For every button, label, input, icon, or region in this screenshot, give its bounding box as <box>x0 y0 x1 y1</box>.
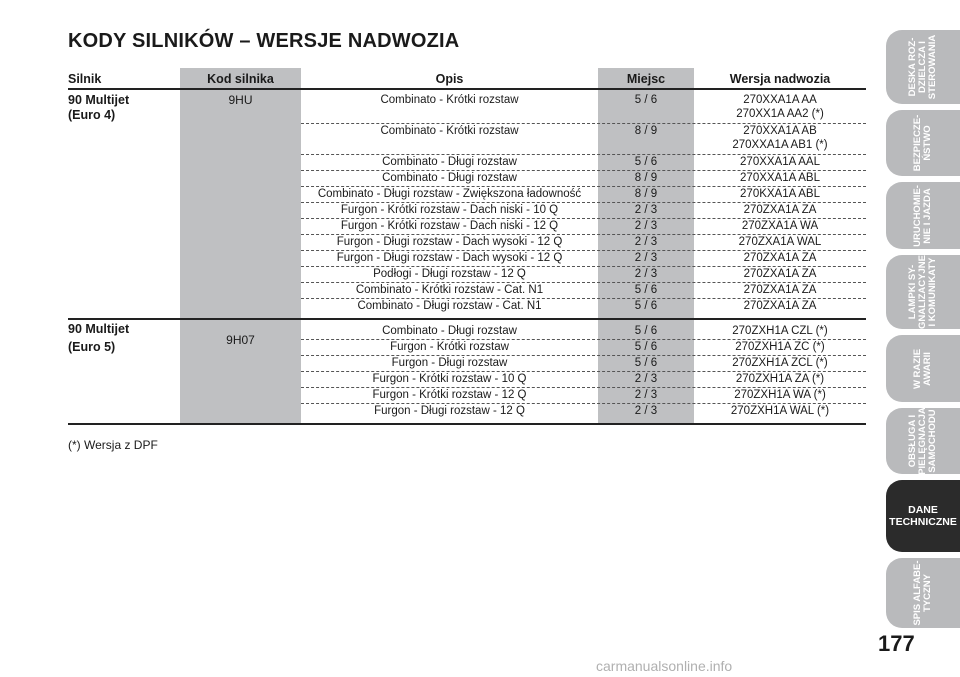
header-miejsc: Miejsc <box>626 72 666 86</box>
wersja-cell: 270XXA1A ABL <box>740 172 820 184</box>
tab-label-line: STEROWANIA <box>927 34 938 100</box>
group-rule <box>68 423 866 425</box>
tab-label-line: TECHNICZNE <box>889 516 957 528</box>
watermark: carmanualsonline.info <box>596 658 733 674</box>
tab-label-line: SAMOCHODU <box>927 409 938 473</box>
row-divider <box>301 403 866 404</box>
tab-label-line: ŃSTWO <box>922 125 933 161</box>
wersja-cell: 270ZXA1A ZA <box>743 252 817 264</box>
row-divider <box>301 218 866 219</box>
tab-label-line: LAMPKI SY- <box>907 264 918 320</box>
chapter-tab-label <box>908 407 938 475</box>
page-number: 177 <box>878 631 915 656</box>
chapter-tab-label <box>889 504 957 528</box>
row-divider <box>301 387 866 388</box>
miejsc-cell: 8 / 9 <box>634 172 658 184</box>
wersja-cell: 270XXA1A AB <box>743 125 817 137</box>
opis-cell: Combinato - Długi rozstaw <box>382 156 517 168</box>
opis-cell: Furgon - Długi rozstaw - Dach wysoki - 12 Q <box>336 236 563 248</box>
kod-column-shade <box>180 68 301 423</box>
wersja-cell: 270ZXA1A WAL <box>738 236 822 248</box>
opis-cell: Furgon - Krótki rozstaw - Dach niski - 10 Q <box>340 204 559 216</box>
opis-cell: Combinato - Długi rozstaw - Cat. N1 <box>357 300 542 312</box>
group-rule <box>68 318 866 320</box>
tab-label-line: NIE I JAZDA <box>922 187 933 244</box>
miejsc-cell: 8 / 9 <box>634 188 658 200</box>
silnik-label: 90 Multijet <box>68 322 130 336</box>
wersja-cell: 270ZXH1A WA (*) <box>734 389 826 401</box>
chapter-tab-label <box>908 35 938 99</box>
row-divider <box>301 298 866 299</box>
miejsc-cell: 2 / 3 <box>634 268 658 280</box>
chapter-tab-1[interactable] <box>886 30 960 104</box>
row-divider <box>301 123 866 124</box>
tab-label-line: TYCZNY <box>922 574 933 613</box>
wersja-cell: 270XXA1A AAL <box>740 156 820 168</box>
opis-cell: Furgon - Długi rozstaw <box>391 357 508 369</box>
silnik-label: 90 Multijet <box>68 93 130 107</box>
header-rule <box>68 88 866 90</box>
tab-label-line: DANE <box>908 504 938 516</box>
opis-cell: Combinato - Długi rozstaw - Zwiększona ładowność <box>317 188 582 200</box>
tab-label-line: OBSŁUGA I <box>907 414 918 468</box>
opis-cell: Combinato - Długi rozstaw <box>382 325 517 337</box>
header-silnik: Silnik <box>68 72 102 86</box>
chapter-tab-3[interactable] <box>886 182 960 249</box>
tab-label-line: DESKA ROZ- <box>907 37 918 97</box>
miejsc-cell: 2 / 3 <box>634 389 658 401</box>
tab-label-line: AWARII <box>922 351 933 386</box>
miejsc-cell: 2 / 3 <box>634 236 658 248</box>
miejsc-cell: 2 / 3 <box>634 204 658 216</box>
opis-cell: Combinato - Krótki rozstaw <box>380 125 519 137</box>
wersja-cell: 270XXA1A AB1 (*) <box>732 139 828 151</box>
opis-cell: Furgon - Długi rozstaw - 12 Q <box>374 405 525 417</box>
wersja-cell: 270ZXH1A ZC (*) <box>735 341 825 353</box>
kod-cell: 9H07 <box>226 333 255 347</box>
wersja-cell: 270ZXH1A WAL (*) <box>730 405 830 417</box>
chapter-tab-label <box>913 560 933 625</box>
wersja-cell: 270ZXA1A ZA <box>743 268 817 280</box>
silnik-label: (Euro 4) <box>68 108 116 122</box>
miejsc-cell: 5 / 6 <box>634 357 658 369</box>
chapter-tab-5[interactable] <box>886 335 960 402</box>
tab-label-line: URUCHOMIE- <box>912 184 923 247</box>
row-divider <box>301 339 866 340</box>
opis-cell: Furgon - Krótki rozstaw <box>390 341 509 353</box>
tab-label-line: BEZPIECZE- <box>912 114 923 172</box>
chapter-tab-label <box>913 115 933 171</box>
opis-cell: Furgon - Krótki rozstaw - Dach niski - 12 Q <box>340 220 559 232</box>
miejsc-cell: 2 / 3 <box>634 373 658 385</box>
miejsc-cell: 5 / 6 <box>634 325 658 337</box>
chapter-tab-4[interactable] <box>886 255 960 329</box>
opis-cell: Furgon - Długi rozstaw - Dach wysoki - 12 Q <box>336 252 563 264</box>
opis-cell: Furgon - Krótki rozstaw - 10 Q <box>372 373 527 385</box>
miejsc-cell: 2 / 3 <box>634 252 658 264</box>
chapter-tab-6[interactable] <box>886 408 960 474</box>
row-divider <box>301 234 866 235</box>
miejsc-cell: 5 / 6 <box>634 94 658 106</box>
chapter-tab-8[interactable] <box>886 558 960 628</box>
chapter-tab-2[interactable] <box>886 110 960 176</box>
silnik-label: (Euro 5) <box>68 340 116 354</box>
chapter-tab-label <box>913 348 933 388</box>
miejsc-cell: 8 / 9 <box>634 125 658 137</box>
wersja-cell: 270XX1A AA2 (*) <box>736 108 824 120</box>
row-divider <box>301 266 866 267</box>
tab-label-line: W RAZIE <box>912 348 923 389</box>
chapter-tab-label <box>913 185 933 247</box>
wersja-cell: 270ZXH1A ZA (*) <box>735 373 825 385</box>
row-divider <box>301 186 866 187</box>
wersja-cell: 270KXA1A ABL <box>740 188 820 200</box>
row-divider <box>301 202 866 203</box>
opis-cell: Combinato - Krótki rozstaw - Cat. N1 <box>355 284 544 296</box>
miejsc-cell: 2 / 3 <box>634 405 658 417</box>
miejsc-cell: 5 / 6 <box>634 284 658 296</box>
opis-cell: Combinato - Krótki rozstaw <box>380 94 519 106</box>
row-divider <box>301 282 866 283</box>
wersja-cell: 270ZXH1A ZCL (*) <box>732 357 828 369</box>
tab-label-line: DZIELCZA I <box>917 41 928 93</box>
footnote: (*) Wersja z DPF <box>68 438 158 452</box>
row-divider <box>301 154 866 155</box>
opis-cell: Podłogi - Długi rozstaw - 12 Q <box>373 268 526 280</box>
wersja-cell: 270ZXA1A ZA <box>743 300 817 312</box>
opis-cell: Combinato - Długi rozstaw <box>382 172 517 184</box>
row-divider <box>301 250 866 251</box>
kod-cell: 9HU <box>228 93 253 107</box>
chapter-tab-7[interactable] <box>886 480 960 552</box>
page-title: KODY SILNIKÓW – WERSJE NADWOZIA <box>68 30 460 52</box>
wersja-cell: 270ZXA1A ZA <box>743 204 817 216</box>
tab-label-line: PIELĘGNACJA <box>917 407 928 475</box>
header-opis: Opis <box>435 72 464 86</box>
chapter-tab-label <box>908 255 938 329</box>
miejsc-cell: 5 / 6 <box>634 156 658 168</box>
header-kod: Kod silnika <box>207 72 274 86</box>
miejsc-cell: 5 / 6 <box>634 300 658 312</box>
row-divider <box>301 355 866 356</box>
miejsc-cell: 2 / 3 <box>634 220 658 232</box>
wersja-cell: 270ZXA1A WA <box>741 220 819 232</box>
miejsc-cell: 5 / 6 <box>634 341 658 353</box>
tab-label-line: GNALIZACYJNE <box>917 255 928 329</box>
wersja-cell: 270XXA1A AA <box>743 94 817 106</box>
row-divider <box>301 371 866 372</box>
tab-label-line: SPIS ALFABE- <box>912 560 923 626</box>
wersja-cell: 270ZXA1A ZA <box>743 284 817 296</box>
tab-label-line: I KOMUNIKATY <box>927 257 938 327</box>
wersja-cell: 270ZXH1A CZL (*) <box>732 325 828 337</box>
opis-cell: Furgon - Krótki rozstaw - 12 Q <box>372 389 527 401</box>
header-wersja: Wersja nadwozia <box>729 72 831 86</box>
row-divider <box>301 170 866 171</box>
